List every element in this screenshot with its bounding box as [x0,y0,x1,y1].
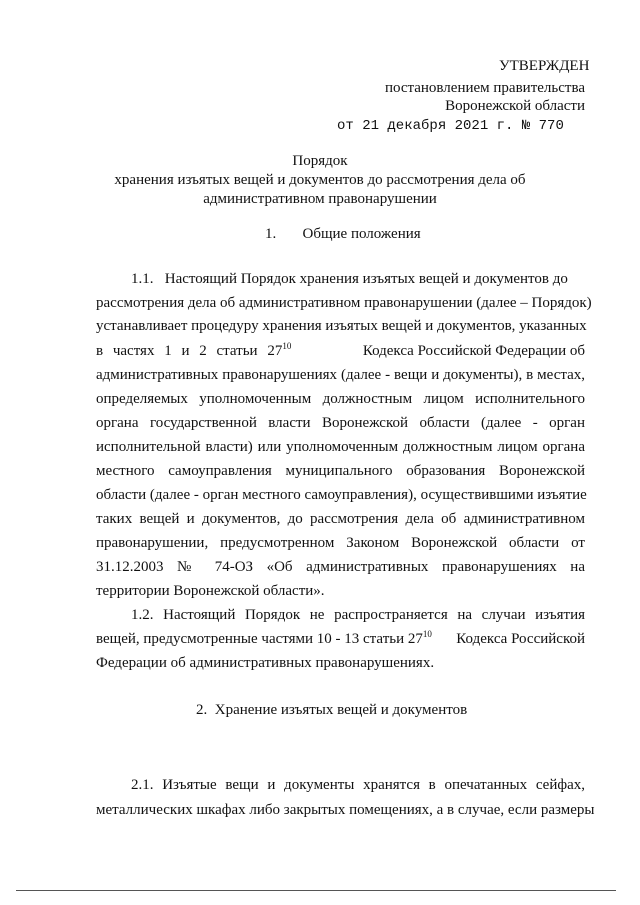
article-superscript-2: 10 [422,629,432,639]
p21-line-2: металлических шкафах либо закрытых помещениях, а в случае, если размеры [96,802,595,818]
approval-date-prefix: от 21 декабря 2021 г. № [337,118,531,134]
p11-line-7: органа государственной власти Воронежской области (далее - орган [96,415,585,431]
p12-line-2-start: вещей, предусмотренные частями 10 - 13 статьи [96,631,405,647]
p11-line-5: административных правонарушениях (далее - вещи и документы), в местах, [96,367,585,383]
p11-line-1: 1.1. Настоящий Порядок хранения изъятых вещей и документов до [131,271,568,287]
approval-line-2: Воронежской области [445,98,585,114]
p11-line-4-end: Кодекса Российской Федерации об [362,343,585,359]
doc-title-line-2: хранения изъятых вещей и документов до рассмотрения дела об [114,172,526,188]
p12-line-3: Федерации об административных правонарушениях. [96,655,435,671]
article-ref [267,343,291,359]
bottom-rule [16,890,616,891]
section-1-heading: 1. Общие положения [265,226,421,242]
p12-line-2 [96,628,585,650]
doc-title-line-3: административном правонарушении [203,191,437,207]
p11-line-14: территории Воронежской области». [96,583,325,599]
p11-line-10: области (далее - орган местного самоуправления), осуществившими изъятие [96,487,587,503]
p11-line-6: определяемых уполномоченным должностным лицом исполнительного [96,391,585,407]
approval-line-1: постановлением правительства [384,80,585,96]
article-superscript: 10 [282,341,292,351]
approval-title: УТВЕРЖДЕН [499,58,590,74]
article-ref-2 [408,631,432,647]
p11-line-13: 31.12.2003 № 74-ОЗ «Об административных правонарушениях на [96,559,585,575]
p11-line-4 [96,340,585,362]
p11-line-4-start: в частях 1 и 2 статьи [96,343,258,359]
section-2-heading: 2. Хранение изъятых вещей и документов [196,702,468,718]
p11-line-12: правонарушении, предусмотренном Законом Воронежской области от [96,535,585,551]
p12-line-2-end: Кодекса Российской [456,631,585,647]
p12-line-1: 1.2. Настоящий Порядок не распространяется на случаи изъятия [131,607,585,623]
p21-line-1: 2.1. Изъятые вещи и документы хранятся в опечатанных сейфах, [131,777,585,793]
p11-line-8: исполнительной власти) или уполномоченным должностным лицом органа [96,439,585,455]
p11-line-9: местного самоуправления муниципального образования Воронежской [96,463,585,479]
p11-line-11: таких вещей и документов, до рассмотрения дела об административном [96,511,585,527]
p11-line-3: устанавливает процедуру хранения изъятых вещей и документов, указанных [96,318,587,334]
p11-line-2: рассмотрения дела об административном правонарушении (далее – Порядок) [96,295,592,311]
article-number-2: 27 [407,631,423,647]
approval-date [337,118,564,134]
article-number: 27 [267,343,283,359]
doc-title-line-1: Порядок [292,153,348,169]
approval-number: 770 [538,118,564,134]
